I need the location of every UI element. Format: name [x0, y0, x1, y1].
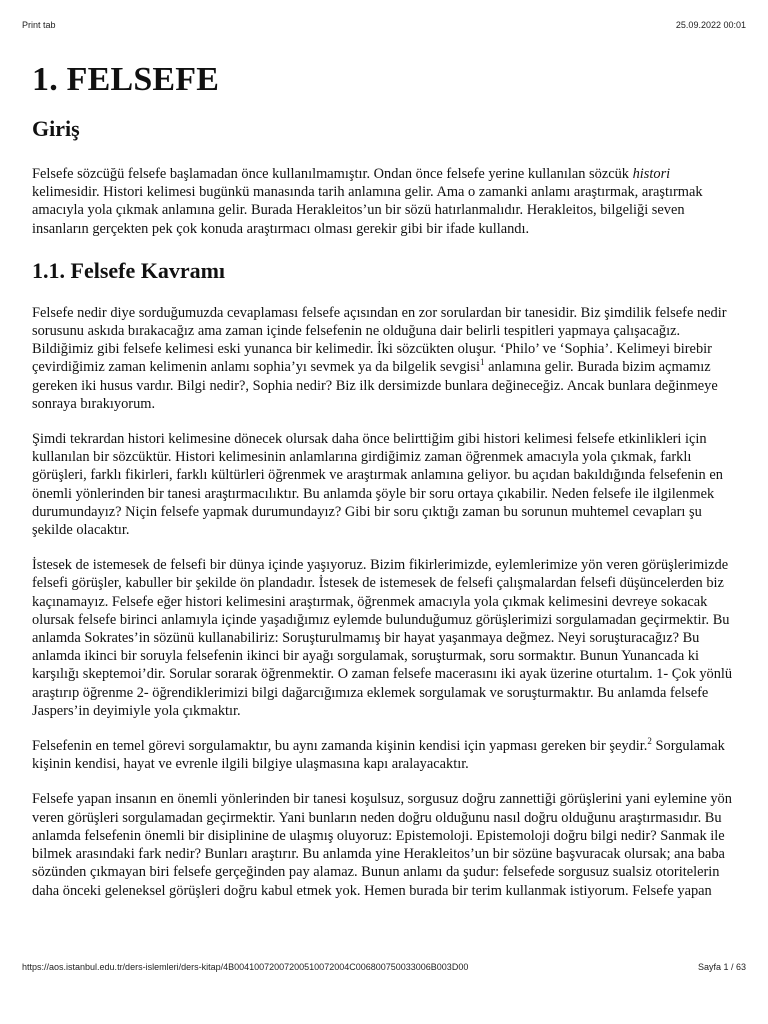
print-header	[22, 20, 746, 30]
document-title: 1. FELSEFE	[32, 61, 220, 98]
paragraph-2: Şimdi tekrardan histori kelimesine dönecek olursak daha önce belirttiğim gibi histori kelimesi felsefe etkinlikleri için kullanılan bir sözcüktür. Histori kelimesinin anlamlarına girdiğimiz zaman öğrenmek amacıyla yola çıkmak, farklı görüşleri, farklı fikirleri, farklı kültürleri öğrenmek ve araştırmak anlamına geliyor. bu açıdan bakıldığında felsefenin en önemli yönlerinden bir tanesi araştırmacılıktır. Bu anlamda şöyle bir soru ortaya çıkabilir. Neden felsefe ile ilgilenmek durumundayız? Niçin felsefe yapmak durumundayız? Gibi bir soru çıktığı zaman bu sorunun muhtemel cevapları şu şekilde olacaktır.	[32, 431, 723, 539]
intro-italic-term: histori	[632, 166, 671, 182]
print-datetime: 25.09.2022 00:01	[675, 20, 746, 30]
paragraph-4-text-start: Felsefenin en temel görevi sorgulamaktır, bu aynı zamanda kişinin kendisi için yapması gereken bir şeydir.	[32, 738, 648, 755]
print-title: Print tab	[22, 20, 56, 30]
footnote-ref-1[interactable]: 1	[480, 357, 485, 368]
print-footer	[22, 962, 746, 972]
section-heading: 1.1. Felsefe Kavramı	[32, 257, 226, 283]
paragraph-1-text-start: Felsefe nedir diye sorduğumuzda cevaplaması felsefe açısından en zor sorulardan bir tanesidir. Biz şimdilik felsefe nedir sorusunu askıda bırakacağız ama zaman içinde felsefenin ne olduğuna dair belirli tespitleri yapmaya çalışacağız. Bildiğimiz gibi felsefe kelimesi eski yunanca bir kelimedir. İki sözcükten oluşur. ‘Philo’ ve ‘Sophia’. Kelimeyi birebir çevirdiğimiz zaman kelimenin anlamı sophia’yı sevmek ya da bilgelik sevgisi	[32, 304, 727, 376]
document-content	[32, 58, 738, 900]
intro-text-start: Felsefe sözcüğü felsefe başlamadan önce kullanılmamıştır. Ondan önce felsefe yerine kullanılan sözcük	[32, 166, 633, 182]
paragraph-5: Felsefe yapan insanın en önemli yönlerinden bir tanesi koşulsuz, sorgusuz doğru zannettiği görüşlerini yani eylemine yön veren görüşleri sorgulamadan geçirmektir. Yani bunların neden doğru olduğunu nasıl doğru olduğunu araştırmasıdır. Bu anlamda felsefenin önemli bir disiplinine de ulaşmış oluyoruz: Epistemoloji. Epistemoloji doğru bilgi nedir? Sanmak ile bilmek arasındaki fark nedir? Bunları araştırır. Bu anlamda yine Herakleitos’un bir sözüne başvuracak olursak; ana baba sözünden çıkmayan biri felsefe gerçeğinden pay alamaz. Bunun anlamı da şudur: felsefede sorgusuz sualsiz otoritelerin daha önceki geleneksel görüşleri doğru kabul etmek yok. Hemen burada bir terim kullanmak istiyorum. Felsefe yapan	[32, 791, 732, 899]
intro-text-end: kelimesidir. Histori kelimesi bugünkü manasında tarih anlamına gelir. Ama o zamanki anlamı araştırmak, araştırmak amacıyla yola çıkmak anlamına gelir. Burada Herakleitos’un bir sözü hatırlanmalıdır. Herakleitos, bilgeliği seven insanların gerçekten pek çok konuda araştırmacı olması gerekir gibi bir ifade kullandı.	[32, 184, 703, 237]
intro-heading: Giriş	[32, 116, 80, 141]
page-number: Sayfa 1 / 63	[697, 962, 746, 972]
paragraph-4	[32, 737, 738, 773]
paragraph-1	[32, 304, 738, 413]
paragraph-4-text-end: Sorgulamak kişinin kendisi, hayat ve evrenle ilgili bilgiye ulaşmasına kapı aralayacaktır.	[32, 738, 725, 773]
paragraph-1-text-end: anlamına gelir. Burada bizim açmamız gereken iki husus vardır. Bilgi nedir?, Sophia nedir? Biz ilk dersimizde bunlara değineceğiz. Ancak bunlara değinmeye sonraya bırakıyorum.	[32, 359, 718, 412]
page-url: https://aos.istanbul.edu.tr/ders-islemleri/ders-kitap/4B00410072007200510072004C006800750033006B003D00	[22, 962, 469, 972]
intro-paragraph	[32, 165, 738, 238]
paragraph-3: İstesek de istemesek de felsefi bir dünya içinde yaşıyoruz. Bizim fikirlerimizde, eylemlerimize yön veren görüşlerimizde felsefi görüşler, kabuller bir şekilde ön plandadır. İstesek de istemesek de felsefi çalışmalardan felsefi düşüncelerden biz kaçınamayız. Felsefe eğer histori kelimesini araştırmak, öğrenmek amacıyla yola çıkmak kelimesini devreye sokacak olursak felsefe birinci anlamıyla içinde yaşadığımız eylemde bulunduğumuz görüşlerimizi sorgulamadan geçirmektir. Bu anlamda Sokrates’in sözünü kullanabiliriz: Soruşturulmamış bir hayat yaşanmaya değmez. Neyi soruşturacağız? Bu anlamda ikinci bir soruyla felsefenin ikinci bir ayağı sorgulamak, soruşturmak, soru sormaktır. Bunun Yunancada ki karşılığı skeptemoi’dir. Sorular sorarak öğrenmektir. O zaman felsefe macerasını iki ayak üzerine oturtalım. 1- Çok yönlü araştırıp öğrenme 2- öğrendiklerimizi bilgi dağarcığımıza eklemek sorgulamak ve soruşturmaktır. Bu anlamda felsefe Jaspers’in deyimiyle yola çıkmaktır.	[32, 557, 733, 719]
footnote-ref-2[interactable]: 2	[647, 736, 652, 747]
